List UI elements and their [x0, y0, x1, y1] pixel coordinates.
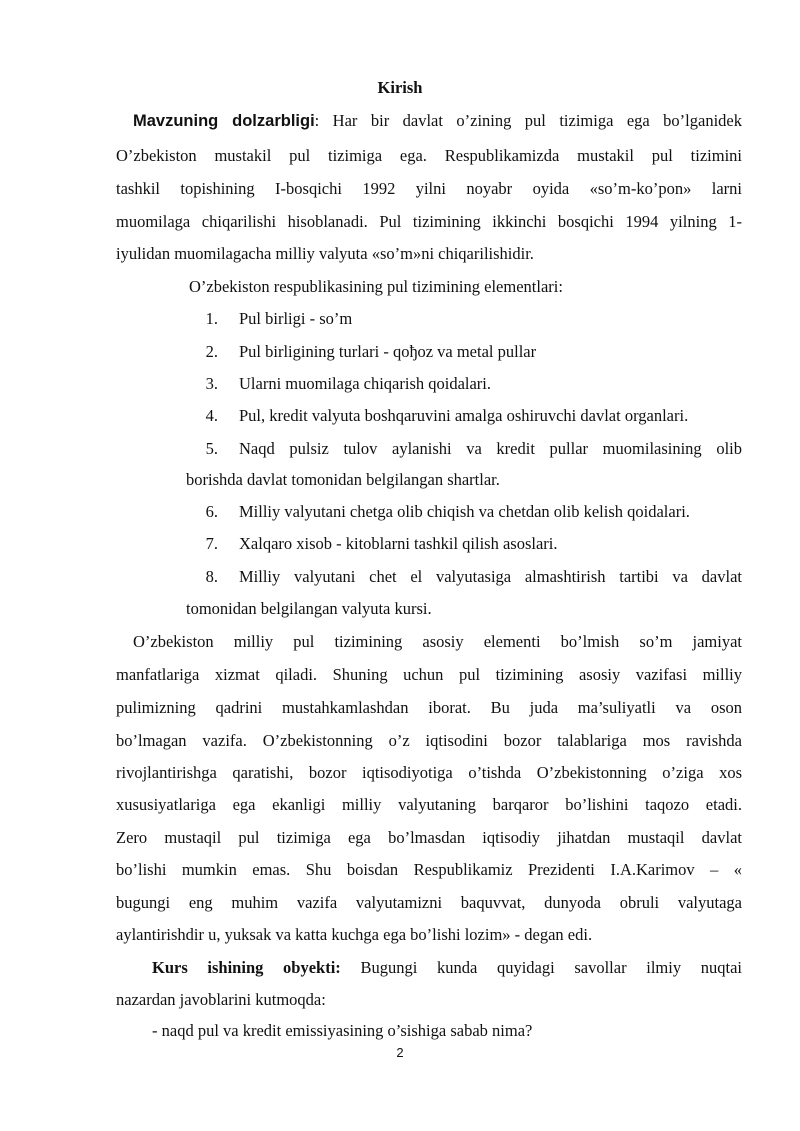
- list-item: Xalqaro xisob - kitoblarni tashkil qilish asoslari.: [239, 534, 558, 553]
- intro-line: O’zbekiston mustakil pul tizimiga ega. Respublikamizda mustakil pul tizimini: [116, 146, 742, 165]
- list-item-number: 7.: [205, 534, 218, 553]
- object-line: nazardan javoblarini kutmoqda:: [116, 990, 326, 1009]
- object-label: Kurs ishining obyekti:: [152, 958, 341, 977]
- paragraph-line: aylantirishdir u, yuksak va katta kuchga ega bo’lishi lozim» - degan edi.: [116, 925, 593, 944]
- paragraph-line: manfatlariga xizmat qiladi. Shuning uchun pul tizimining asosiy vazifasi milliy: [116, 665, 742, 684]
- list-item: Pul, kredit valyuta boshqaruvini amalga oshiruvchi davlat organlari.: [239, 406, 689, 425]
- paragraph-line: Zero mustaqil pul tizimiga ega bo’lmasdan iqtisodiy jihatdan mustaqil davlat: [116, 828, 742, 847]
- elements-heading: O’zbekiston respublikasining pul tizimining elementlari:: [189, 277, 563, 296]
- intro-label: Mavzuning dolzarbligi: [133, 112, 315, 130]
- list-item-number: 8.: [205, 567, 218, 586]
- paragraph-line: bugungi eng muhim vazifa valyutamizni baquvvat, dunyoda obruli valyutaga: [116, 893, 742, 912]
- list-item-number: 4.: [205, 406, 218, 425]
- list-item-number: 3.: [205, 374, 218, 393]
- list-item: Pul birligining turlari - qoђoz va metal pullar: [239, 342, 537, 361]
- list-item-number: 1.: [205, 309, 218, 328]
- page-title: Kirish: [377, 78, 423, 97]
- list-item: Ularni muomilaga chiqarish qoidalari.: [239, 374, 492, 393]
- list-item-continuation: borishda davlat tomonidan belgilangan shartlar.: [186, 470, 500, 489]
- list-item-continuation: tomonidan belgilangan valyuta kursi.: [186, 599, 432, 618]
- intro-first-text: : Har bir davlat o’zining pul tizimiga ega bo’lganidek: [314, 111, 742, 130]
- intro-line: muomilaga chiqarilishi hisoblanadi. Pul tizimining ikkinchi bosqichi 1994 yilning 1-: [116, 212, 742, 231]
- list-item-number: 2.: [205, 342, 218, 361]
- list-item: Pul birligi - so’m: [239, 309, 353, 328]
- object-bullet: - naqd pul va kredit emissiyasining o’sishiga sabab nima?: [152, 1021, 533, 1040]
- paragraph-line: pulimizning qadrini mustahkamlashdan iborat. Bu juda ma’suliyatli va oson: [116, 698, 742, 717]
- paragraph-line: O’zbekiston milliy pul tizimining asosiy elementi bo’lmish so’m jamiyat: [133, 632, 742, 651]
- object-first-line: [152, 957, 742, 979]
- list-item-number: 6.: [205, 502, 218, 521]
- list-item-number: 5.: [205, 439, 218, 458]
- intro-line: tashkil topishining I-bosqichi 1992 yilni noyabr oyida «so’m-ko’pon» larni: [116, 179, 742, 198]
- intro-first-line: [133, 110, 742, 132]
- page-number: 2: [396, 1045, 404, 1060]
- paragraph-line: xususiyatlariga ega ekanligi milliy valyutaning barqaror bo’lishini taqozo etadi.: [116, 795, 742, 814]
- paragraph-line: bo’lishi mumkin emas. Shu boisdan Respublikamiz Prezidenti I.A.Karimov – «: [116, 860, 742, 879]
- paragraph-line: rivojlantirishga qaratishi, bozor iqtisodiyotiga o’tishda O’zbekistonning o’ziga xos: [116, 763, 742, 782]
- intro-line: iyulidan muomilagacha milliy valyuta «so’m»ni chiqarilishidir.: [116, 244, 534, 263]
- list-item: Naqd pulsiz tulov aylanishi va kredit pullar muomilasining olib: [239, 439, 742, 458]
- list-item: Milliy valyutani chetga olib chiqish va chetdan olib kelish qoidalari.: [239, 502, 690, 521]
- object-text: Bugungi kunda quyidagi savollar ilmiy nuqtai: [340, 958, 742, 977]
- list-item: Milliy valyutani chet el valyutasiga almashtirish tartibi va davlat: [239, 567, 742, 586]
- paragraph-line: bo’lmagan vazifa. O’zbekistonning o’z iqtisodini bozor talablariga mos ravishda: [116, 731, 742, 750]
